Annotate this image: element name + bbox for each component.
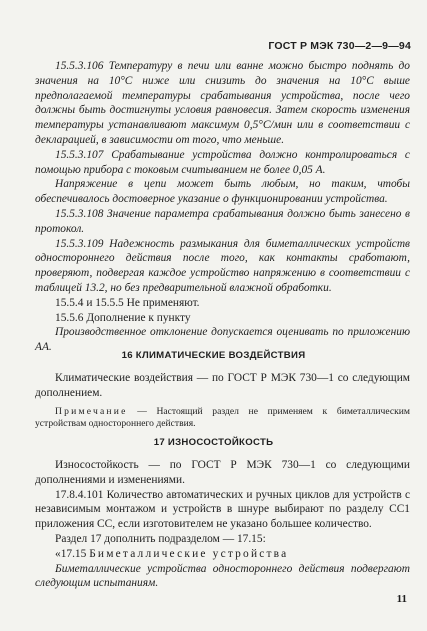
clause-title: Биметаллические устройства — [89, 547, 289, 560]
paragraph-add-subsection: Раздел 17 дополнить подразделом — 17.15: — [55, 532, 266, 545]
paragraph-15-5-3-109: 15.5.3.109 Надежность размыкания для биметаллических устройств одностороннего действия после того, как контакты сработают, проверяют, подвергая каждое устройство напряжению в соответствии с таблицей 13.2, но без предварительной влажной обработки. — [35, 237, 410, 294]
paragraph-15-5-4: 15.5.4 и 15.5.5 Не применяют. — [55, 296, 200, 309]
paragraph-bimetal: Биметаллические устройства одностороннего действия подвергают следующим испытаниям. — [35, 562, 410, 590]
paragraph-15-5-3-107: 15.5.3.107 Срабатывание устройства должно контролироваться с помощью прибора с токовым считыванием не более 0,05 А. — [35, 148, 410, 176]
note-16 — [35, 406, 410, 431]
section-15-continuation — [35, 59, 410, 355]
page-number: 11 — [396, 593, 407, 605]
paragraph-17-8-4-101: 17.8.4.101 Количество автоматических и ручных циклов для устройств с независимым монтажом и устройств в шнуре выбирают по разделу СС1 приложения СС, если изготовителем не указано большее количество. — [35, 488, 410, 531]
section-16-title: 16 КЛИМАТИЧЕСКИЕ ВОЗДЕЙСТВИЯ — [121, 350, 306, 361]
section-17-title: 17 ИЗНОСОСТОЙКОСТЬ — [153, 437, 274, 448]
section-17-body — [35, 458, 410, 591]
paragraph-17-15 — [35, 547, 410, 562]
paragraph-wear: Износостойкость — по ГОСТ Р МЭК 730—1 со следующими дополнениями и изменениями. — [35, 459, 410, 486]
paragraph-deviation: Производственное отклонение допускается оценивать по приложению АА. — [35, 326, 410, 354]
paragraph-climatic: Климатические воздействия — по ГОСТ Р МЭК 730—1 со следующим дополнением. — [35, 372, 410, 399]
paragraph-15-5-3-106: 15.5.3.106 Температуру в печи или ванне можно быстро поднять до значения на 10°С ниже или снизить до значения на 10°С выше предполагаемой температуры срабатывания устройства, после чего должны быть достигнуты условия равновесия. Затем скорость изменения температуры устанавливают максимум 0,5°С/мин или в соответствии с декларацией, в зависимости от того, что меньше. — [35, 60, 410, 146]
clause-number: «17.15 — [55, 547, 87, 560]
paragraph-15-5-3-108: 15.5.3.108 Значение параметра срабатывания должно быть занесено в протокол. — [35, 207, 410, 235]
paragraph-15-5-6: 15.5.6 Дополнение к пункту — [55, 311, 191, 324]
standard-header: ГОСТ Р МЭК 730—2—9—94 — [268, 40, 411, 52]
note-label: Примечание — [55, 405, 128, 417]
section-16-body — [35, 371, 410, 430]
paragraph-voltage: Напряжение в цепи может быть любым, но таким, чтобы обеспечивалось достоверное указание о функционировании устройства. — [35, 178, 410, 206]
note-text: — Настоящий раздел не применяем к биметаллическим устройствам одностороннего действия. — [35, 405, 410, 429]
